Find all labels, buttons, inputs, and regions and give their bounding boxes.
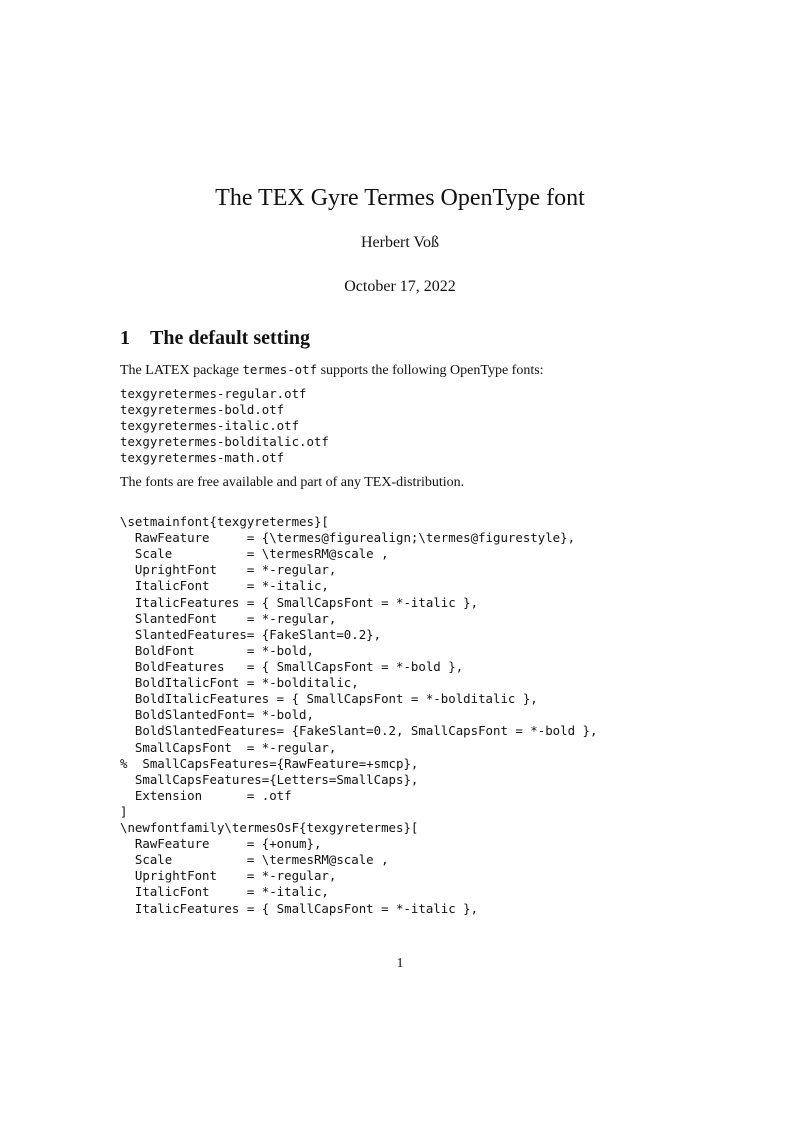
package-name: termes-otf (242, 362, 318, 377)
code-line: SlantedFont = *-regular, (120, 610, 337, 626)
page-title: The TEX Gyre Termes OpenType font (215, 185, 585, 211)
code-block-newfontfamily (120, 820, 478, 917)
code-line: BoldFeatures = { SmallCapsFont = *-bold }, (120, 658, 464, 674)
code-line: ItalicFont = *-italic, (120, 884, 329, 900)
font-file-item: texgyretermes-math.otf (120, 450, 285, 465)
font-file-item: texgyretermes-bold.otf (120, 402, 285, 417)
code-line: UprightFont = *-regular, (120, 562, 337, 578)
code-line: SlantedFeatures= {FakeSlant=0.2}, (120, 626, 382, 642)
code-line: BoldItalicFeatures = { SmallCapsFont = *-bolditalic }, (120, 691, 538, 707)
font-file-item: texgyretermes-regular.otf (120, 386, 307, 401)
page-number: 1 (396, 956, 404, 971)
intro-text-before: The LATEX package (120, 363, 243, 378)
intro-text-after: supports the following OpenType fonts: (317, 363, 544, 378)
section-heading (120, 325, 310, 351)
intro-paragraph (120, 361, 544, 380)
code-line: BoldItalicFont = *-bolditalic, (120, 675, 359, 691)
code-line: ItalicFont = *-italic, (120, 578, 329, 594)
code-line: UprightFont = *-regular, (120, 868, 337, 884)
code-line: RawFeature = {+onum}, (120, 836, 322, 852)
code-line: ItalicFeatures = { SmallCapsFont = *-italic }, (120, 594, 479, 610)
availability-paragraph: The fonts are free available and part of any TEX-distribution. (120, 475, 465, 490)
code-line: ItalicFeatures = { SmallCapsFont = *-italic }, (120, 900, 479, 916)
font-file-item: texgyretermes-italic.otf (120, 418, 300, 433)
code-line: ] (120, 803, 128, 819)
code-line: \setmainfont{texgyretermes}[ (120, 514, 329, 529)
publication-date: October 17, 2022 (344, 278, 456, 295)
code-line: RawFeature = {\termes@figurealign;\termes@figurestyle}, (120, 530, 576, 546)
code-line: BoldSlantedFont= *-bold, (120, 707, 314, 723)
code-line: Scale = \termesRM@scale , (120, 546, 389, 562)
section-number: 1 (120, 327, 130, 349)
font-file-list (120, 386, 329, 466)
font-file-item: texgyretermes-bolditalic.otf (120, 434, 329, 449)
code-line: % SmallCapsFeatures={RawFeature=+smcp}, (120, 755, 419, 771)
code-block-setmainfont (120, 514, 597, 820)
code-line: SmallCapsFont = *-regular, (120, 739, 337, 755)
section-title: The default setting (150, 327, 310, 349)
author-name: Herbert Voß (360, 234, 440, 251)
code-line: \newfontfamily\termesOsF{texgyretermes}[ (120, 820, 419, 835)
code-line: Extension = .otf (120, 787, 292, 803)
code-line: Scale = \termesRM@scale , (120, 852, 389, 868)
code-line: SmallCapsFeatures={Letters=SmallCaps}, (120, 771, 419, 787)
code-line: BoldFont = *-bold, (120, 642, 314, 658)
code-line: BoldSlantedFeatures= {FakeSlant=0.2, SmallCapsFont = *-bold }, (120, 723, 598, 739)
